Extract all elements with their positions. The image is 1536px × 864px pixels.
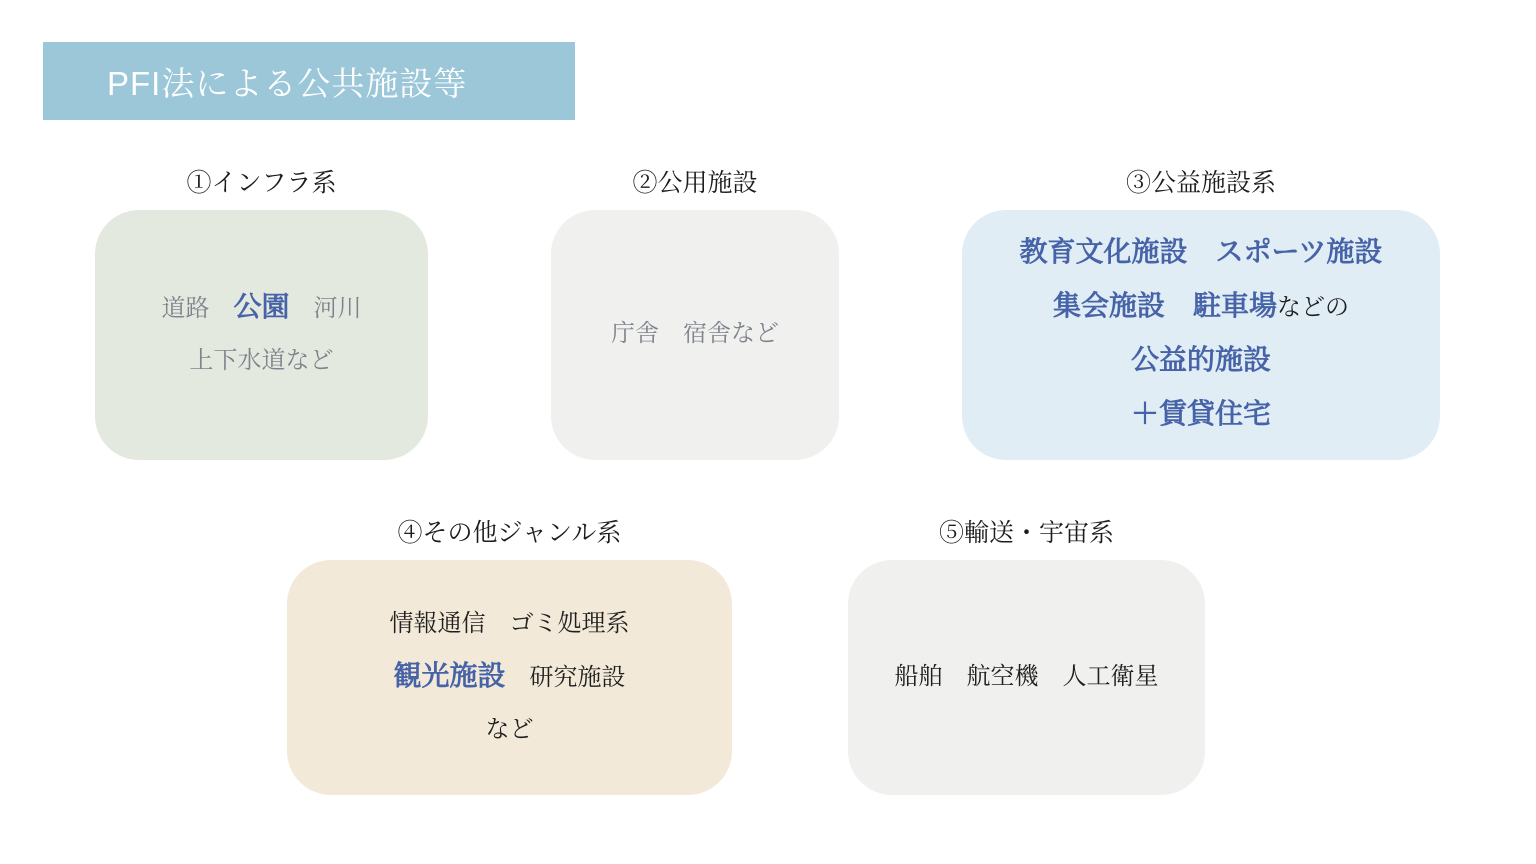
item-office-lodging: 庁舎 宿舎など (611, 320, 779, 347)
category-infra (95, 169, 428, 460)
category-public-benefit-line-1 (1020, 227, 1383, 281)
category-public-benefit-line-2 (1053, 281, 1349, 335)
category-infra-line-1 (161, 282, 361, 336)
item-road: 道路 (161, 295, 234, 322)
category-public-benefit (962, 169, 1440, 460)
category-other-genres (287, 519, 732, 795)
category-infra-label: ①インフラ系 (186, 169, 337, 197)
item-tourism-facilities: 観光施設 (393, 659, 506, 691)
category-public-benefit-line-4 (1131, 389, 1271, 443)
slide-title: PFI法による公共施設等 (107, 64, 468, 102)
item-education-sports: 教育文化施設 スポーツ施設 (1019, 236, 1383, 267)
category-transport-space (848, 519, 1205, 795)
category-government-use (551, 169, 839, 460)
category-other-genres-box (287, 560, 732, 795)
item-research-facilities: 研究施設 (505, 663, 626, 691)
category-public-benefit-box (962, 210, 1440, 460)
category-transport-space-label: ⑤輸送・宇宙系 (938, 519, 1114, 547)
category-transport-space-line-1 (895, 652, 1159, 704)
slide-title-bar (43, 42, 575, 120)
category-infra-line-2 (190, 336, 334, 388)
category-other-genres-line-2 (393, 651, 625, 705)
item-assembly-parking: 集会施設 駐車場 (1052, 290, 1277, 321)
category-public-benefit-label: ③公益施設系 (1125, 169, 1276, 197)
category-infra-box (95, 210, 428, 460)
category-government-use-label: ②公用施設 (632, 169, 758, 197)
item-river: 河川 (289, 295, 362, 322)
item-public-benefit-facilities: 公益的施設 (1130, 344, 1271, 375)
item-ships-aircraft-satellites: 船舶 航空機 人工衛星 (894, 662, 1159, 690)
category-government-use-line-1 (611, 309, 779, 361)
item-etc: など (485, 715, 534, 743)
item-it-waste: 情報通信 ゴミ処理系 (389, 609, 630, 637)
item-park: 公園 (233, 291, 290, 322)
item-water-supply: 上下水道など (189, 347, 334, 374)
category-other-genres-line-3 (486, 705, 534, 757)
item-etc-suffix: などの (1277, 294, 1349, 321)
category-transport-space-box (848, 560, 1205, 795)
category-government-use-box (551, 210, 839, 460)
category-public-benefit-line-3 (1131, 335, 1271, 389)
item-rental-housing: ＋賃貸住宅 (1130, 398, 1271, 429)
category-other-genres-label: ④その他ジャンル系 (397, 519, 622, 547)
category-other-genres-line-1 (390, 599, 630, 651)
